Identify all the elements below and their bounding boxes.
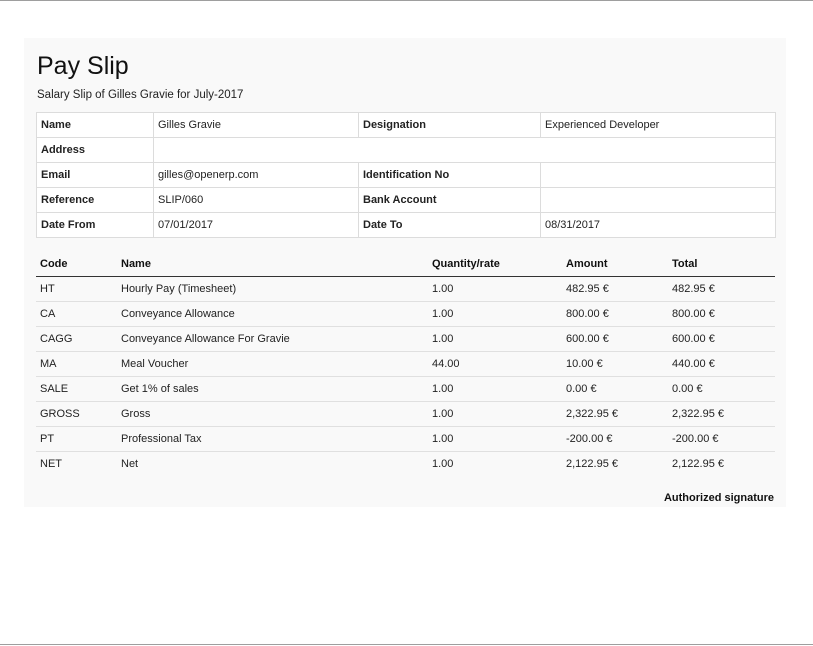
lines-header-row [36, 252, 775, 277]
payslip-lines-table [36, 252, 775, 476]
address-value [154, 138, 776, 163]
line-total: 482.95 € [668, 277, 775, 302]
name-label: Name [37, 113, 154, 138]
line-total: 2,322.95 € [668, 402, 775, 427]
table-row [36, 277, 775, 302]
line-total: 800.00 € [668, 302, 775, 327]
column-header-total: Total [668, 252, 775, 277]
line-code: MA [36, 352, 117, 377]
line-code: PT [36, 427, 117, 452]
line-total: 0.00 € [668, 377, 775, 402]
line-quantity: 1.00 [428, 302, 562, 327]
page-bottom-border [0, 644, 813, 645]
table-row [36, 377, 775, 402]
table-row [36, 352, 775, 377]
payslip-document [24, 38, 786, 507]
email-value: gilles@openerp.com [154, 163, 359, 188]
reference-value: SLIP/060 [154, 188, 359, 213]
line-amount: 10.00 € [562, 352, 668, 377]
line-name: Net [117, 452, 428, 477]
line-code: CAGG [36, 327, 117, 352]
line-quantity: 1.00 [428, 402, 562, 427]
line-amount: 2,122.95 € [562, 452, 668, 477]
employee-info-table [36, 112, 776, 238]
identification-label: Identification No [359, 163, 541, 188]
line-amount: 600.00 € [562, 327, 668, 352]
email-label: Email [37, 163, 154, 188]
line-name: Meal Voucher [117, 352, 428, 377]
line-name: Conveyance Allowance [117, 302, 428, 327]
line-code: SALE [36, 377, 117, 402]
line-amount: 800.00 € [562, 302, 668, 327]
column-header-amount: Amount [562, 252, 668, 277]
line-amount: 482.95 € [562, 277, 668, 302]
line-total: 440.00 € [668, 352, 775, 377]
line-code: CA [36, 302, 117, 327]
reference-label: Reference [37, 188, 154, 213]
line-amount: 0.00 € [562, 377, 668, 402]
line-quantity: 1.00 [428, 427, 562, 452]
line-name: Conveyance Allowance For Gravie [117, 327, 428, 352]
name-value: Gilles Gravie [154, 113, 359, 138]
identification-value [541, 163, 776, 188]
info-row-email [37, 163, 776, 188]
line-name: Gross [117, 402, 428, 427]
line-quantity: 1.00 [428, 277, 562, 302]
info-row-dates [37, 213, 776, 238]
line-total: 2,122.95 € [668, 452, 775, 477]
date-to-value: 08/31/2017 [541, 213, 776, 238]
line-name: Professional Tax [117, 427, 428, 452]
line-code: HT [36, 277, 117, 302]
column-header-quantity: Quantity/rate [428, 252, 562, 277]
page-top-border [0, 0, 813, 1]
line-quantity: 1.00 [428, 377, 562, 402]
address-label: Address [37, 138, 154, 163]
bank-account-label: Bank Account [359, 188, 541, 213]
page-subtitle: Salary Slip of Gilles Gravie for July-2017 [37, 89, 244, 101]
bank-account-value [541, 188, 776, 213]
column-header-code: Code [36, 252, 117, 277]
line-code: NET [36, 452, 117, 477]
table-row [36, 302, 775, 327]
date-from-value: 07/01/2017 [154, 213, 359, 238]
line-total: -200.00 € [668, 427, 775, 452]
line-amount: 2,322.95 € [562, 402, 668, 427]
info-row-reference [37, 188, 776, 213]
table-row [36, 327, 775, 352]
line-quantity: 1.00 [428, 452, 562, 477]
table-row [36, 452, 775, 477]
designation-label: Designation [359, 113, 541, 138]
table-row [36, 402, 775, 427]
info-row-name [37, 113, 776, 138]
line-name: Get 1% of sales [117, 377, 428, 402]
authorized-signature: Authorized signature [663, 492, 774, 504]
line-quantity: 1.00 [428, 327, 562, 352]
date-from-label: Date From [37, 213, 154, 238]
line-quantity: 44.00 [428, 352, 562, 377]
column-header-name: Name [117, 252, 428, 277]
designation-value: Experienced Developer [541, 113, 776, 138]
date-to-label: Date To [359, 213, 541, 238]
line-total: 600.00 € [668, 327, 775, 352]
line-name: Hourly Pay (Timesheet) [117, 277, 428, 302]
page-title: Pay Slip [37, 52, 129, 80]
line-amount: -200.00 € [562, 427, 668, 452]
info-row-address [37, 138, 776, 163]
table-row [36, 427, 775, 452]
line-code: GROSS [36, 402, 117, 427]
